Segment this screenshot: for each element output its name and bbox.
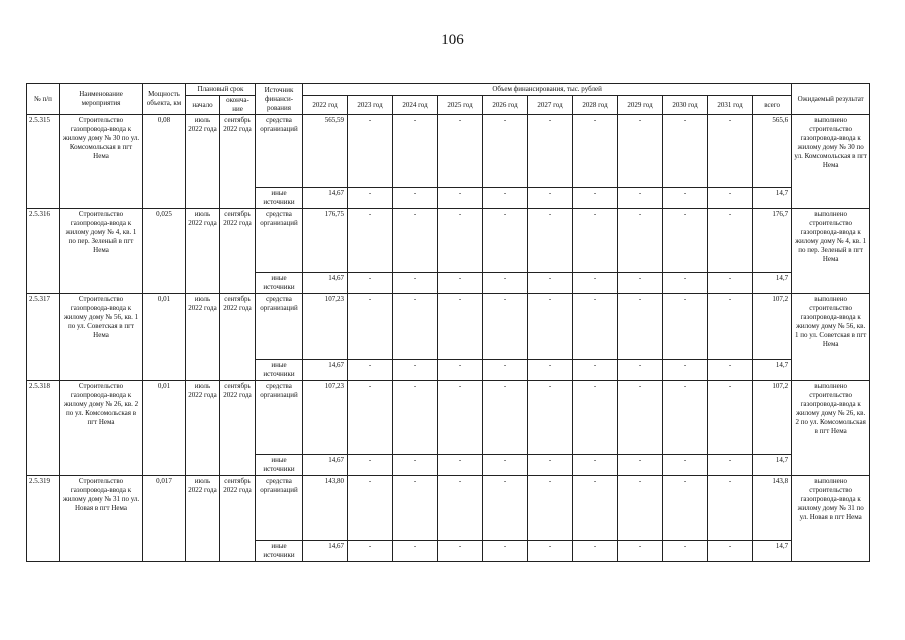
- start-cell: июль 2022 года: [186, 476, 220, 562]
- total-cell: 14,7: [753, 541, 792, 562]
- value-cell: -: [618, 115, 663, 188]
- value-cell: -: [708, 381, 753, 455]
- value-cell: -: [483, 455, 528, 476]
- value-cell: -: [438, 188, 483, 209]
- value-cell: -: [483, 188, 528, 209]
- end-cell: сентябрь 2022 года: [220, 294, 256, 381]
- header-name: Наименование мероприятия: [60, 84, 143, 115]
- total-cell: 107,2: [753, 294, 792, 360]
- measure-name: Строительство газопровода-ввода к жилому дому № 26, кв. 2 по ул. Комсомольская в пгт Нема: [60, 381, 143, 476]
- value-cell: -: [483, 294, 528, 360]
- value-cell: -: [618, 294, 663, 360]
- value-cell: 107,23: [303, 294, 348, 360]
- start-cell: июль 2022 года: [186, 294, 220, 381]
- value-cell: -: [618, 273, 663, 294]
- value-cell: -: [708, 476, 753, 541]
- value-cell: -: [393, 455, 438, 476]
- value-cell: 14,67: [303, 541, 348, 562]
- value-cell: -: [708, 115, 753, 188]
- value-cell: -: [348, 360, 393, 381]
- end-cell: сентябрь 2022 года: [220, 115, 256, 209]
- measure-name: Строительство газопровода-ввода к жилому дому № 4, кв. 1 по пер. Зеленый в пгт Нема: [60, 209, 143, 294]
- table-row: [27, 115, 870, 188]
- header-year: 2026 год: [483, 96, 528, 115]
- value-cell: -: [348, 273, 393, 294]
- value-cell: -: [708, 273, 753, 294]
- value-cell: -: [393, 188, 438, 209]
- value-cell: -: [393, 381, 438, 455]
- value-cell: 176,75: [303, 209, 348, 273]
- measure-name: Строительство газопровода-ввода к жилому дому № 31 по ул. Новая в пгт Нема: [60, 476, 143, 562]
- value-cell: -: [573, 476, 618, 541]
- measure-name: Строительство газопровода-ввода к жилому дому № 56, кв. 1 по ул. Советская в пгт Нема: [60, 294, 143, 381]
- value-cell: -: [528, 273, 573, 294]
- row-number: 2.5.316: [27, 209, 60, 294]
- value-cell: 143,80: [303, 476, 348, 541]
- value-cell: -: [708, 188, 753, 209]
- total-cell: 176,7: [753, 209, 792, 273]
- capacity-cell: 0,08: [143, 115, 186, 209]
- total-cell: 14,7: [753, 188, 792, 209]
- value-cell: -: [483, 476, 528, 541]
- value-cell: -: [663, 115, 708, 188]
- header-end: оконча-ние: [220, 96, 256, 115]
- value-cell: 14,67: [303, 188, 348, 209]
- source-cell: средства организаций: [256, 476, 303, 541]
- value-cell: -: [618, 476, 663, 541]
- value-cell: -: [348, 541, 393, 562]
- source-cell: средства организаций: [256, 115, 303, 188]
- value-cell: -: [348, 209, 393, 273]
- header-total: всего: [753, 96, 792, 115]
- value-cell: -: [618, 455, 663, 476]
- value-cell: 14,67: [303, 360, 348, 381]
- header-year: 2031 год: [708, 96, 753, 115]
- capacity-cell: 0,01: [143, 381, 186, 476]
- table-row: [27, 209, 870, 273]
- value-cell: -: [708, 294, 753, 360]
- value-cell: -: [573, 115, 618, 188]
- value-cell: -: [483, 360, 528, 381]
- value-cell: -: [438, 115, 483, 188]
- source-cell: иные источники: [256, 188, 303, 209]
- value-cell: -: [393, 209, 438, 273]
- value-cell: -: [528, 476, 573, 541]
- value-cell: 107,23: [303, 381, 348, 455]
- value-cell: -: [573, 188, 618, 209]
- value-cell: -: [528, 541, 573, 562]
- source-cell: иные источники: [256, 273, 303, 294]
- header-year: 2022 год: [303, 96, 348, 115]
- value-cell: -: [483, 209, 528, 273]
- value-cell: -: [528, 294, 573, 360]
- value-cell: -: [708, 455, 753, 476]
- row-number: 2.5.317: [27, 294, 60, 381]
- value-cell: -: [348, 455, 393, 476]
- value-cell: -: [618, 188, 663, 209]
- value-cell: -: [393, 294, 438, 360]
- total-cell: 14,7: [753, 455, 792, 476]
- capacity-cell: 0,025: [143, 209, 186, 294]
- value-cell: -: [663, 455, 708, 476]
- header-year: 2028 год: [573, 96, 618, 115]
- value-cell: -: [528, 455, 573, 476]
- value-cell: -: [393, 115, 438, 188]
- capacity-cell: 0,01: [143, 294, 186, 381]
- value-cell: -: [348, 476, 393, 541]
- header-year: 2024 год: [393, 96, 438, 115]
- source-cell: иные источники: [256, 360, 303, 381]
- value-cell: 14,67: [303, 273, 348, 294]
- end-cell: сентябрь 2022 года: [220, 381, 256, 476]
- measure-name: Строительство газопровода-ввода к жилому дому № 30 по ул. Комсомольская в пгт Нема: [60, 115, 143, 209]
- value-cell: -: [438, 294, 483, 360]
- capacity-cell: 0,017: [143, 476, 186, 562]
- expected-result: выполнено строительство газопровода-ввода к жилому дому № 31 по ул. Новая в пгт Нема: [792, 476, 870, 562]
- value-cell: -: [438, 476, 483, 541]
- end-cell: сентябрь 2022 года: [220, 209, 256, 294]
- value-cell: -: [573, 273, 618, 294]
- value-cell: -: [438, 360, 483, 381]
- funding-plan-table: [26, 83, 870, 562]
- value-cell: -: [393, 360, 438, 381]
- header-start: начало: [186, 96, 220, 115]
- header-year: 2027 год: [528, 96, 573, 115]
- row-number: 2.5.319: [27, 476, 60, 562]
- table-row: [27, 294, 870, 360]
- header-year: 2030 год: [663, 96, 708, 115]
- value-cell: -: [438, 273, 483, 294]
- header-source: Источник финанси-рования: [256, 84, 303, 115]
- value-cell: -: [483, 273, 528, 294]
- value-cell: -: [663, 273, 708, 294]
- value-cell: -: [618, 360, 663, 381]
- value-cell: -: [483, 541, 528, 562]
- expected-result: выполнено строительство газопровода-ввода к жилому дому № 30 по ул. Комсомольская в пгт Нема: [792, 115, 870, 209]
- value-cell: -: [573, 294, 618, 360]
- value-cell: -: [663, 541, 708, 562]
- value-cell: -: [348, 294, 393, 360]
- source-cell: средства организаций: [256, 381, 303, 455]
- total-cell: 143,8: [753, 476, 792, 541]
- value-cell: -: [663, 476, 708, 541]
- expected-result: выполнено строительство газопровода-ввода к жилому дому № 26, кв. 2 по ул. Комсомольская в пгт Нема: [792, 381, 870, 476]
- page-number: 106: [441, 32, 464, 48]
- table-row: [27, 476, 870, 541]
- header-capacity: Мощность объекта, км: [143, 84, 186, 115]
- source-cell: иные источники: [256, 455, 303, 476]
- source-cell: средства организаций: [256, 294, 303, 360]
- header-year: 2025 год: [438, 96, 483, 115]
- value-cell: -: [348, 188, 393, 209]
- value-cell: 565,59: [303, 115, 348, 188]
- value-cell: -: [708, 360, 753, 381]
- total-cell: 14,7: [753, 273, 792, 294]
- value-cell: -: [393, 273, 438, 294]
- value-cell: -: [348, 381, 393, 455]
- value-cell: -: [663, 360, 708, 381]
- value-cell: -: [573, 360, 618, 381]
- value-cell: -: [438, 455, 483, 476]
- header-result: Ожидаемый результат: [792, 84, 870, 115]
- expected-result: выполнено строительство газопровода-ввода к жилому дому № 4, кв. 1 по пер. Зеленый в пгт Нема: [792, 209, 870, 294]
- start-cell: июль 2022 года: [186, 209, 220, 294]
- value-cell: -: [573, 541, 618, 562]
- header-number: № п/п: [27, 84, 60, 115]
- expected-result: выполнено строительство газопровода-ввода к жилому дому № 56, кв. 1 по ул. Советская в пгт Нема: [792, 294, 870, 381]
- value-cell: -: [528, 188, 573, 209]
- table-row: [27, 381, 870, 455]
- value-cell: -: [438, 209, 483, 273]
- row-number: 2.5.318: [27, 381, 60, 476]
- header-year: 2023 год: [348, 96, 393, 115]
- value-cell: -: [663, 381, 708, 455]
- value-cell: -: [438, 541, 483, 562]
- value-cell: -: [348, 115, 393, 188]
- value-cell: -: [528, 209, 573, 273]
- start-cell: июль 2022 года: [186, 381, 220, 476]
- value-cell: -: [438, 381, 483, 455]
- source-cell: средства организаций: [256, 209, 303, 273]
- total-cell: 107,2: [753, 381, 792, 455]
- total-cell: 14,7: [753, 360, 792, 381]
- value-cell: -: [483, 381, 528, 455]
- value-cell: -: [393, 541, 438, 562]
- value-cell: -: [708, 209, 753, 273]
- value-cell: -: [663, 188, 708, 209]
- header-plan-term: Плановый срок: [186, 84, 256, 96]
- value-cell: -: [708, 541, 753, 562]
- value-cell: 14,67: [303, 455, 348, 476]
- value-cell: -: [528, 115, 573, 188]
- value-cell: -: [573, 381, 618, 455]
- value-cell: -: [618, 209, 663, 273]
- total-cell: 565,6: [753, 115, 792, 188]
- value-cell: -: [573, 455, 618, 476]
- source-cell: иные источники: [256, 541, 303, 562]
- value-cell: -: [663, 209, 708, 273]
- row-number: 2.5.315: [27, 115, 60, 209]
- header-year: 2029 год: [618, 96, 663, 115]
- value-cell: -: [618, 381, 663, 455]
- value-cell: -: [618, 541, 663, 562]
- start-cell: июль 2022 года: [186, 115, 220, 209]
- value-cell: -: [393, 476, 438, 541]
- header-funding: Объем финансирования, тыс. рублей: [303, 84, 792, 96]
- value-cell: -: [573, 209, 618, 273]
- value-cell: -: [528, 381, 573, 455]
- value-cell: -: [483, 115, 528, 188]
- value-cell: -: [663, 294, 708, 360]
- value-cell: -: [528, 360, 573, 381]
- end-cell: сентябрь 2022 года: [220, 476, 256, 562]
